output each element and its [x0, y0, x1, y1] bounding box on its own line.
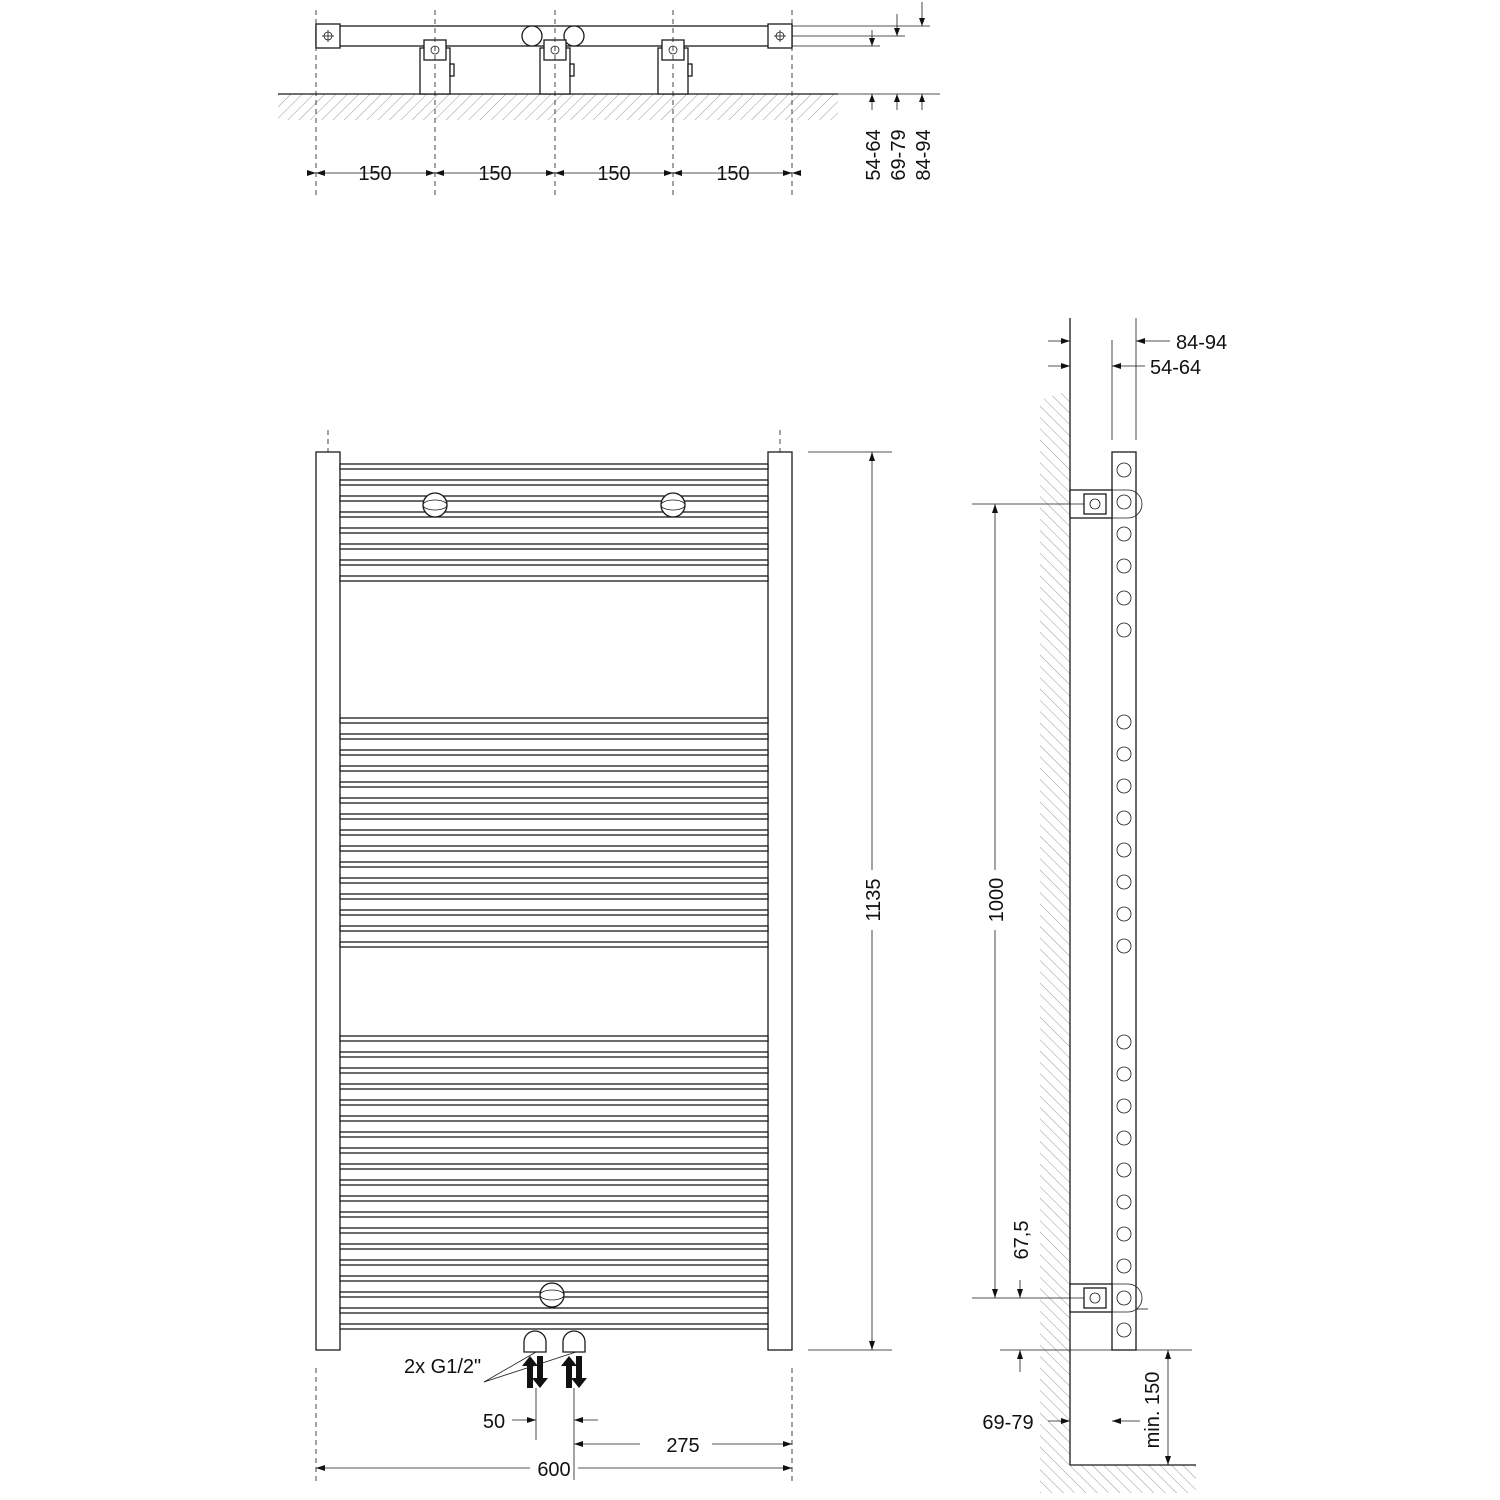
flow-arrows-icon [522, 1356, 587, 1388]
heating-bar [340, 718, 768, 723]
heating-bar [340, 1244, 768, 1249]
offset-label: 50 [482, 1411, 506, 1433]
heating-bar [340, 798, 768, 803]
heating-bar [340, 1052, 768, 1057]
heating-bar [340, 1116, 768, 1121]
heating-bar [340, 1260, 768, 1265]
depth-label-1: 54-64 [863, 129, 885, 181]
top-view [278, 2, 940, 195]
pipe-connector-icon [524, 1331, 585, 1352]
depth-label-2: 69-79 [888, 129, 910, 181]
spacing-label-4: 150 [716, 163, 750, 185]
heating-bar [340, 1228, 768, 1233]
width-label: 600 [537, 1459, 571, 1481]
right-side-rail [768, 452, 792, 1350]
heating-bar [340, 1084, 768, 1089]
side-view [972, 318, 1227, 1493]
heating-bar [340, 894, 768, 899]
heating-bar [340, 576, 768, 581]
heating-bar [340, 496, 768, 501]
depth-label-3: 84-94 [913, 129, 935, 181]
heating-bar [340, 1212, 768, 1217]
heating-bar [340, 878, 768, 883]
heating-bar [340, 480, 768, 485]
bracket-span-label: 1000 [986, 877, 1008, 923]
towel-holder-icon [423, 493, 447, 517]
right-distance-label: 275 [666, 1435, 700, 1457]
heating-bar [340, 910, 768, 915]
heating-bar [340, 1308, 768, 1313]
heating-bar [340, 942, 768, 947]
heating-bar [340, 1180, 768, 1185]
heating-bar [340, 1324, 768, 1329]
heating-bar [340, 734, 768, 739]
heating-bar [340, 560, 768, 565]
heating-bar [340, 862, 768, 867]
bottom-depth-label: 69-79 [982, 1412, 1034, 1434]
heating-bar [340, 1068, 768, 1073]
heating-bar [340, 528, 768, 533]
spacing-label-3: 150 [597, 163, 631, 185]
heating-bar [340, 1036, 768, 1041]
heating-bar [340, 1196, 768, 1201]
valve-knob-icon [522, 26, 542, 46]
heating-bar [340, 830, 768, 835]
bottom-offset-label: 67,5 [1011, 1220, 1033, 1260]
wall-bracket-icon [420, 40, 454, 94]
heating-bar [340, 766, 768, 771]
front-view [316, 430, 892, 1485]
heating-bar [340, 512, 768, 517]
heating-bars [340, 464, 768, 1329]
heating-bar [340, 814, 768, 819]
outer-depth-label: 84-94 [1176, 332, 1228, 354]
height-label: 1135 [863, 878, 885, 922]
left-side-rail [316, 452, 340, 1350]
heating-bar [340, 926, 768, 931]
heating-bar [340, 846, 768, 851]
heating-bar [340, 750, 768, 755]
heating-bar [340, 1276, 768, 1281]
floor-clearance-label: min. 150 [1142, 1371, 1164, 1449]
spacing-label-1: 150 [358, 163, 392, 185]
radiator-side-profile [1112, 452, 1136, 1350]
heating-bar [340, 1132, 768, 1137]
heating-bar [340, 464, 768, 469]
inner-depth-label: 54-64 [1150, 357, 1202, 379]
heating-bar [340, 1164, 768, 1169]
heating-bar [340, 544, 768, 549]
heating-bar [340, 1148, 768, 1153]
wall-hatch-top [278, 94, 838, 120]
spacing-label-2: 150 [478, 163, 512, 185]
connection-label: 2x G1/2" [404, 1356, 482, 1378]
heating-bar [340, 1100, 768, 1105]
heating-bar [340, 782, 768, 787]
